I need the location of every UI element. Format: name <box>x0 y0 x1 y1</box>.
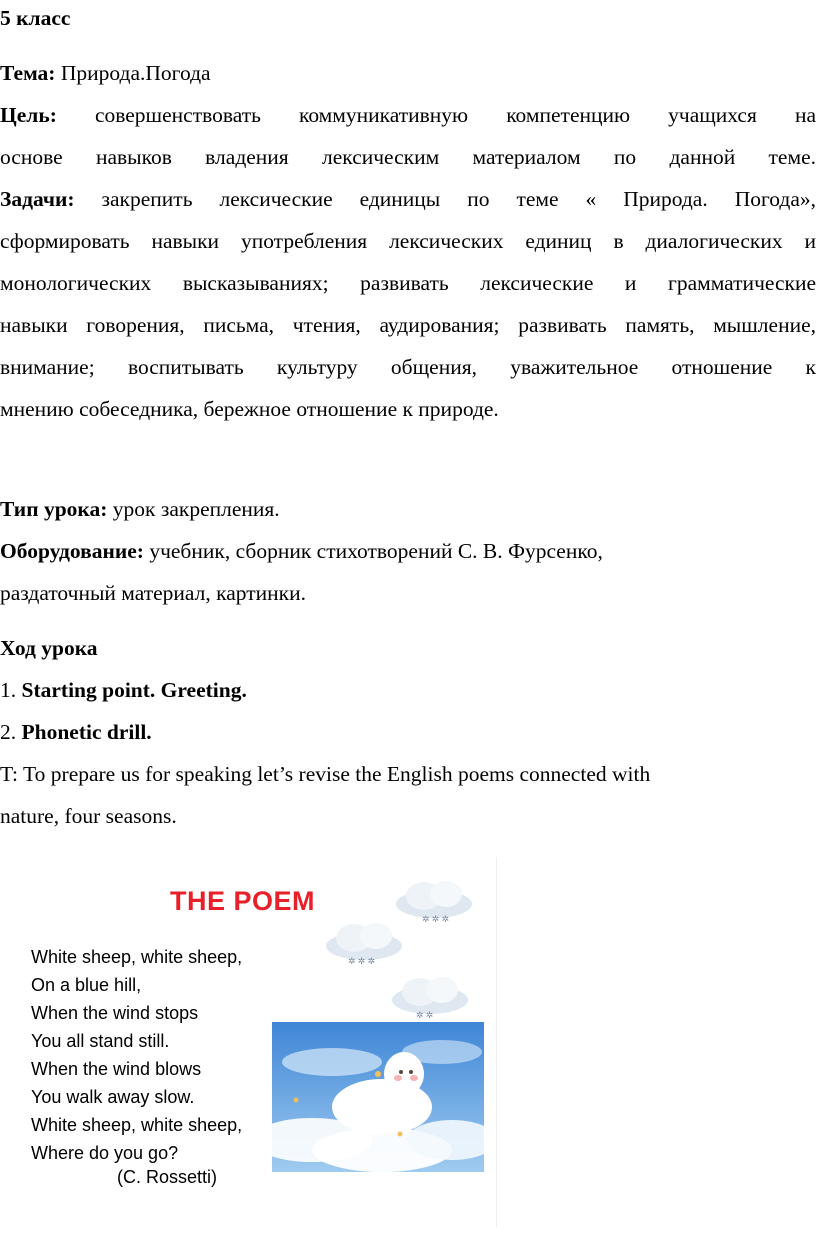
poem-line: On a blue hill, <box>31 975 142 995</box>
tasks-line-1 <box>0 186 816 212</box>
goal-text-2: основе навыков владения лексическим материалом по данной теме. <box>0 145 816 169</box>
goal-label: Цель: <box>0 103 57 127</box>
teacher-text-2: nature, four seasons. <box>0 804 177 828</box>
tasks-line-6 <box>0 396 816 422</box>
cloud-icon <box>388 972 472 1022</box>
equipment-label: Оборудование: <box>0 539 144 563</box>
step-2-number: 2. <box>0 720 22 744</box>
poem-line: Where do you go? <box>31 1143 179 1163</box>
topic-text: Природа.Погода <box>55 61 211 85</box>
poem-line: You all stand still. <box>31 1031 170 1051</box>
step-1 <box>0 677 816 703</box>
svg-text:✲ ✲: ✲ ✲ <box>416 1010 434 1020</box>
cloud-sheep-illustration <box>272 1022 484 1172</box>
goal-text-1: совершенствовать коммуникативную компетенцию учащихся на <box>94 103 816 127</box>
lesson-type-text: урок закрепления. <box>107 497 280 521</box>
equipment-text: учебник, сборник стихотворений С. В. Фурсенко, <box>143 539 603 563</box>
lesson-type-label: Тип урока: <box>0 497 108 521</box>
teacher-line-1 <box>0 761 816 787</box>
procedure-title <box>0 635 816 661</box>
poem-title: THE POEM <box>170 886 316 916</box>
teacher-line-2 <box>0 803 816 829</box>
poem-line: When the wind stops <box>31 1003 199 1023</box>
tasks-text-1: закрепить лексические единицы по теме « Природа. Погода», <box>101 187 816 211</box>
tasks-text-6: мнению собеседника, бережное отношение к природе. <box>0 397 499 421</box>
tasks-line-2 <box>0 228 816 254</box>
equipment-text-2: раздаточный материал, картинки. <box>0 581 306 605</box>
tasks-text-5: внимание; воспитывать культуру общения, уважительное отношение к <box>0 355 816 379</box>
poem-line: You walk away slow. <box>31 1087 195 1107</box>
tasks-line-4 <box>0 312 816 338</box>
lesson-type-line <box>0 496 816 522</box>
goal-line-1 <box>0 102 816 128</box>
procedure-title-text: Ход урока <box>0 636 98 660</box>
step-2 <box>0 719 816 745</box>
tasks-label: Задачи: <box>0 187 75 211</box>
cloud-icon <box>322 918 406 968</box>
svg-text:✲ ✲ ✲: ✲ ✲ ✲ <box>348 956 376 966</box>
poem-line: White sheep, white sheep, <box>31 1115 243 1135</box>
svg-text:✲ ✲ ✲: ✲ ✲ ✲ <box>422 914 450 924</box>
tasks-line-5 <box>0 354 816 380</box>
equipment-line-1 <box>0 538 816 564</box>
topic-line <box>0 60 816 86</box>
grade-heading: 5 класс <box>0 6 71 30</box>
tasks-line-3 <box>0 270 816 296</box>
step-1-text: Starting point. Greeting. <box>21 678 247 702</box>
poem-line: When the wind blows <box>31 1059 202 1079</box>
teacher-text-1: T: To prepare us for speaking let’s revise the English poems connected with <box>0 762 651 786</box>
topic-label: Тема: <box>0 61 56 85</box>
step-1-number: 1. <box>0 678 22 702</box>
poem-author: (C. Rossetti) <box>117 1167 218 1187</box>
goal-line-2 <box>0 144 816 170</box>
tasks-text-3: монологических высказываниях; развивать лексические и грамматические <box>0 271 816 295</box>
step-2-text: Phonetic drill. <box>21 720 152 744</box>
equipment-line-2 <box>0 580 816 606</box>
tasks-text-4: навыки говорения, письма, чтения, аудирования; развивать память, мышление, <box>0 313 816 337</box>
poem-line: White sheep, white sheep, <box>31 947 243 967</box>
tasks-text-2: сформировать навыки употребления лексических единиц в диалогических и <box>0 229 816 253</box>
